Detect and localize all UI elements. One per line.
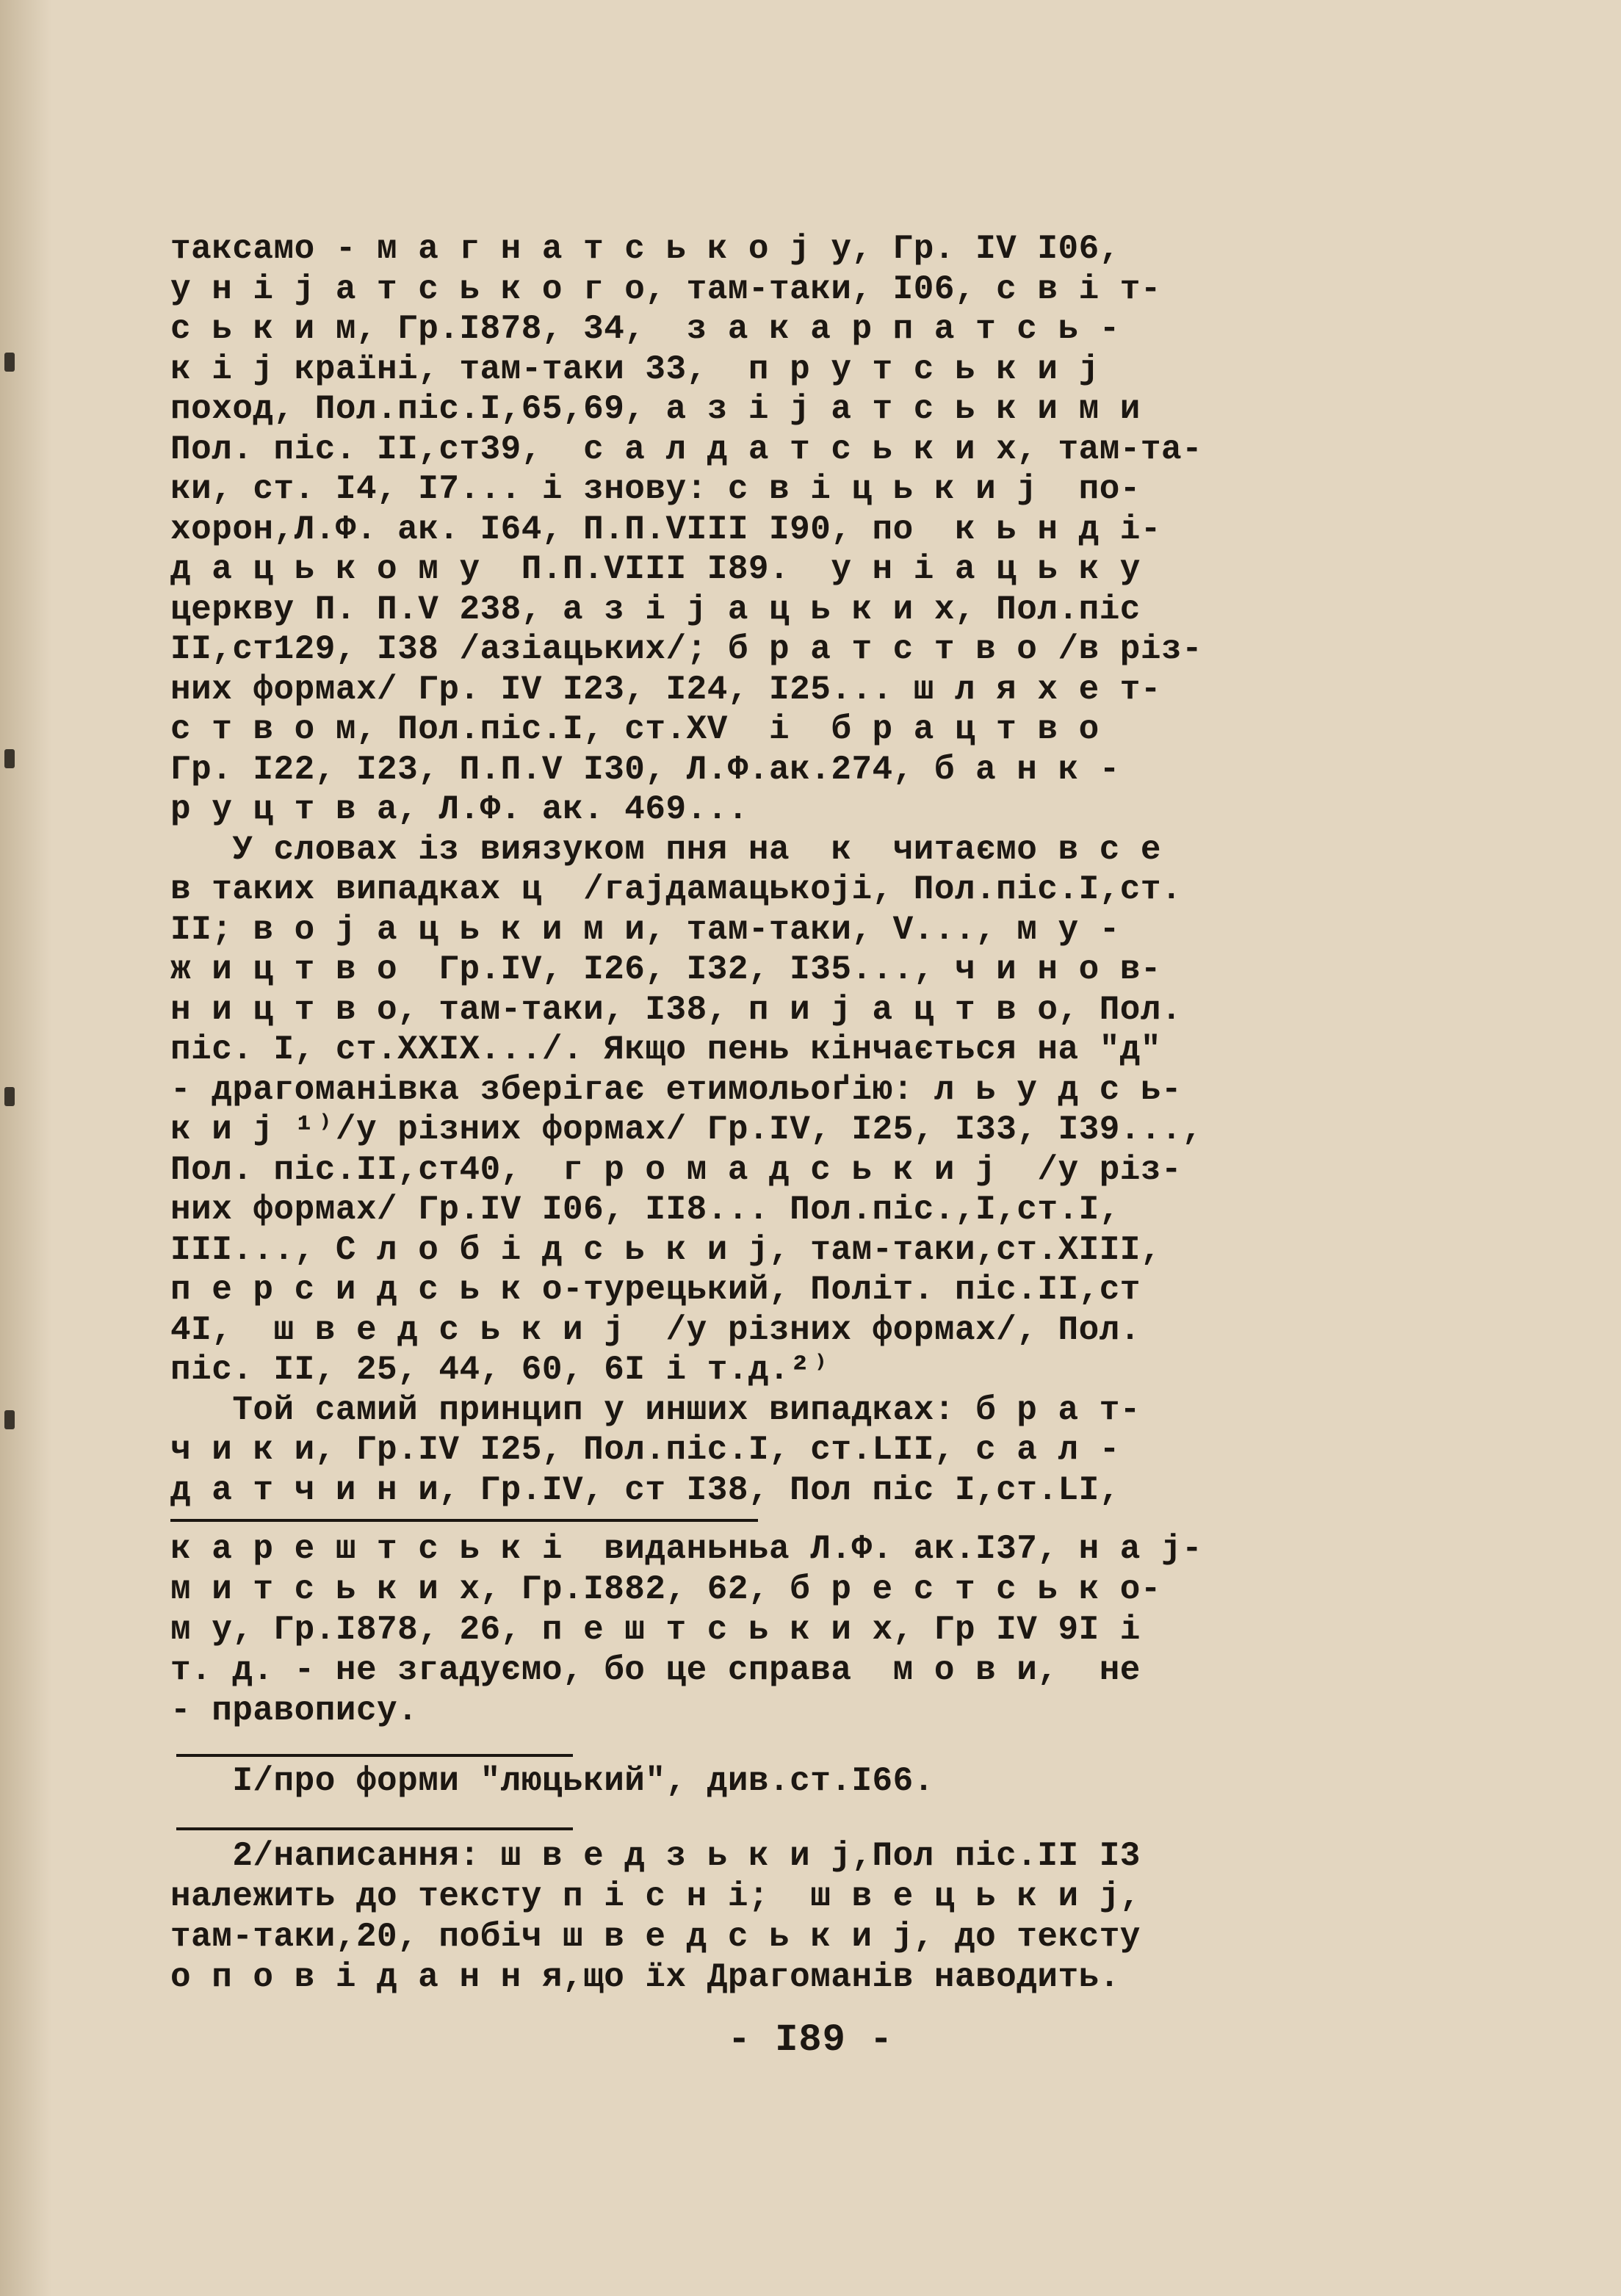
text-line: р у ц т в а, Л.Ф. ак. 469... bbox=[170, 790, 748, 828]
text-line: церкву П. П.V 238, а з і j а ц ь к и х, Пол.піс bbox=[170, 590, 1141, 629]
text-line: - правопису. bbox=[170, 1692, 419, 1730]
text-line: к и j ¹⁾/у різних формах/ Гр.IV, I25, I33, I39..., bbox=[170, 1111, 1203, 1149]
text-line: в таких випадках ц /гаjдамацькоjі, Пол.піс.І,ст. bbox=[170, 870, 1183, 909]
footnote-1 bbox=[170, 1761, 1375, 1802]
text-line: у н і j а т с ь к о г о, там-таки, I06, с в і т- bbox=[170, 270, 1162, 308]
text-line: них формах/ Гр.IV I06, II8... Пол.піс.,І,ст.І, bbox=[170, 1191, 1120, 1229]
text-line: III..., С л о б і д с ь к и j, там-таки,ст.XIII, bbox=[170, 1230, 1162, 1269]
text-line: них формах/ Гр. IV I23, I24, I25... ш л я х е т- bbox=[170, 670, 1162, 709]
text-line: II,ст129, I38 /азіацьких/; б р а т с т в о /в різ- bbox=[170, 630, 1203, 668]
text-line: У словах із виязуком пня на к читаємо в с е bbox=[170, 830, 1162, 869]
text-line: д а т ч и н и, Гр.IV, ст I38, Пол піс I,ст.LI, bbox=[170, 1470, 1120, 1509]
text-line: м у, Гр.I878, 26, п е ш т с ь к и х, Гр IV 9I і bbox=[170, 1611, 1141, 1649]
footnote-separator bbox=[176, 1827, 573, 1830]
text-line: Пол. піс. II,ст39, с а л д а т с ь к и х, там-та- bbox=[170, 430, 1203, 469]
footnote-text: там-таки,20, побіч ш в е д с ь к и j, до тексту bbox=[170, 1918, 1141, 1956]
footnote-2 bbox=[170, 1836, 1375, 1998]
footnote-separator bbox=[176, 1754, 573, 1757]
text-line: н и ц т в о, там-таки, I38, п и j а ц т в о, Пол. bbox=[170, 990, 1183, 1029]
text-line: т. д. - не згадуємо, бо це справа м о в и, не bbox=[170, 1651, 1141, 1689]
text-line: с ь к и м, Гр.I878, 34, з а к а р п а т с ь - bbox=[170, 310, 1120, 348]
text-line: II; в о j а ц ь к и м и, там-таки, V..., м у - bbox=[170, 910, 1120, 949]
text-line: - драгоманівка зберігає етимольоґію: л ь у д с ь- bbox=[170, 1070, 1183, 1109]
footnote-continuation bbox=[170, 1529, 1375, 1731]
text-line: д а ц ь к о м у П.П.VIII I89. у н і а ц ь к у bbox=[170, 550, 1141, 588]
binding-mark bbox=[4, 749, 15, 768]
text-line: Гр. I22, I23, П.П.V I30, Л.Ф.ак.274, б а н к - bbox=[170, 750, 1120, 789]
binding-mark bbox=[4, 353, 15, 372]
text-line: Той самий принцип у инших випадках: б р а т- bbox=[170, 1390, 1141, 1429]
text-line: м и т с ь к и х, Гр.I882, 62, б р е с т с ь к о- bbox=[170, 1570, 1162, 1609]
footnote-text: I/про форми "люцький", див.ст.I66. bbox=[170, 1762, 934, 1800]
text-line: 4I, ш в е д с ь к и j /у різних формах/, Пол. bbox=[170, 1310, 1141, 1349]
text-line: поход, Пол.піс.І,65,69, а з і j а т с ь к и м и bbox=[170, 390, 1141, 428]
footnote-text: о п о в і д а н н я,що їх Драгоманів наводить. bbox=[170, 1958, 1120, 1996]
footnote-text: 2/написання: ш в е д з ь к и j,Пол піс.II I3 bbox=[170, 1837, 1141, 1875]
text-line: п е р с и д с ь к о-турецький, Політ. піс.II,ст bbox=[170, 1271, 1141, 1309]
text-line: к і j країні, там-таки 33, п р у т с ь к и j bbox=[170, 350, 1100, 389]
page-number: - I89 - bbox=[727, 2018, 894, 2062]
text-line: ки, ст. I4, I7... і знову: с в і ц ь к и j по- bbox=[170, 470, 1141, 508]
text-line: Пол. піс.II,ст40, г р о м а д с ь к и j /у різ- bbox=[170, 1150, 1183, 1189]
binding-mark bbox=[4, 1087, 15, 1106]
text-line: хорон,Л.Ф. ак. I64, П.П.VIII I90, по к ь н д і- bbox=[170, 510, 1162, 549]
binding-mark bbox=[4, 1410, 15, 1429]
text-line: піс. II, 25, 44, 60, 6I і т.д.²⁾ bbox=[170, 1351, 831, 1389]
text-line: с т в о м, Пол.піс.І, ст.XV і б р а ц т в о bbox=[170, 710, 1100, 748]
text-line: ж и ц т в о Гр.IV, I26, I32, I35..., ч и н о в- bbox=[170, 950, 1162, 989]
page-edge-shadow bbox=[0, 0, 51, 2296]
text-line: таксамо - м а г н а т с ь к о j у, Гр. IV I06, bbox=[170, 230, 1120, 268]
text-line: піс. I, ст.XXIX.../. Якщо пень кінчається на "д" bbox=[170, 1030, 1162, 1069]
main-text bbox=[170, 229, 1375, 1510]
footnote-text: належить до тексту п і с н і; ш в е ц ь к и j, bbox=[170, 1877, 1141, 1916]
footnote-separator bbox=[170, 1519, 758, 1522]
text-line: к а р е ш т с ь к і виданьньа Л.Ф. ак.I37, н а j- bbox=[170, 1530, 1203, 1568]
text-line: ч и к и, Гр.IV I25, Пол.піс.І, ст.LII, с а л - bbox=[170, 1431, 1120, 1469]
